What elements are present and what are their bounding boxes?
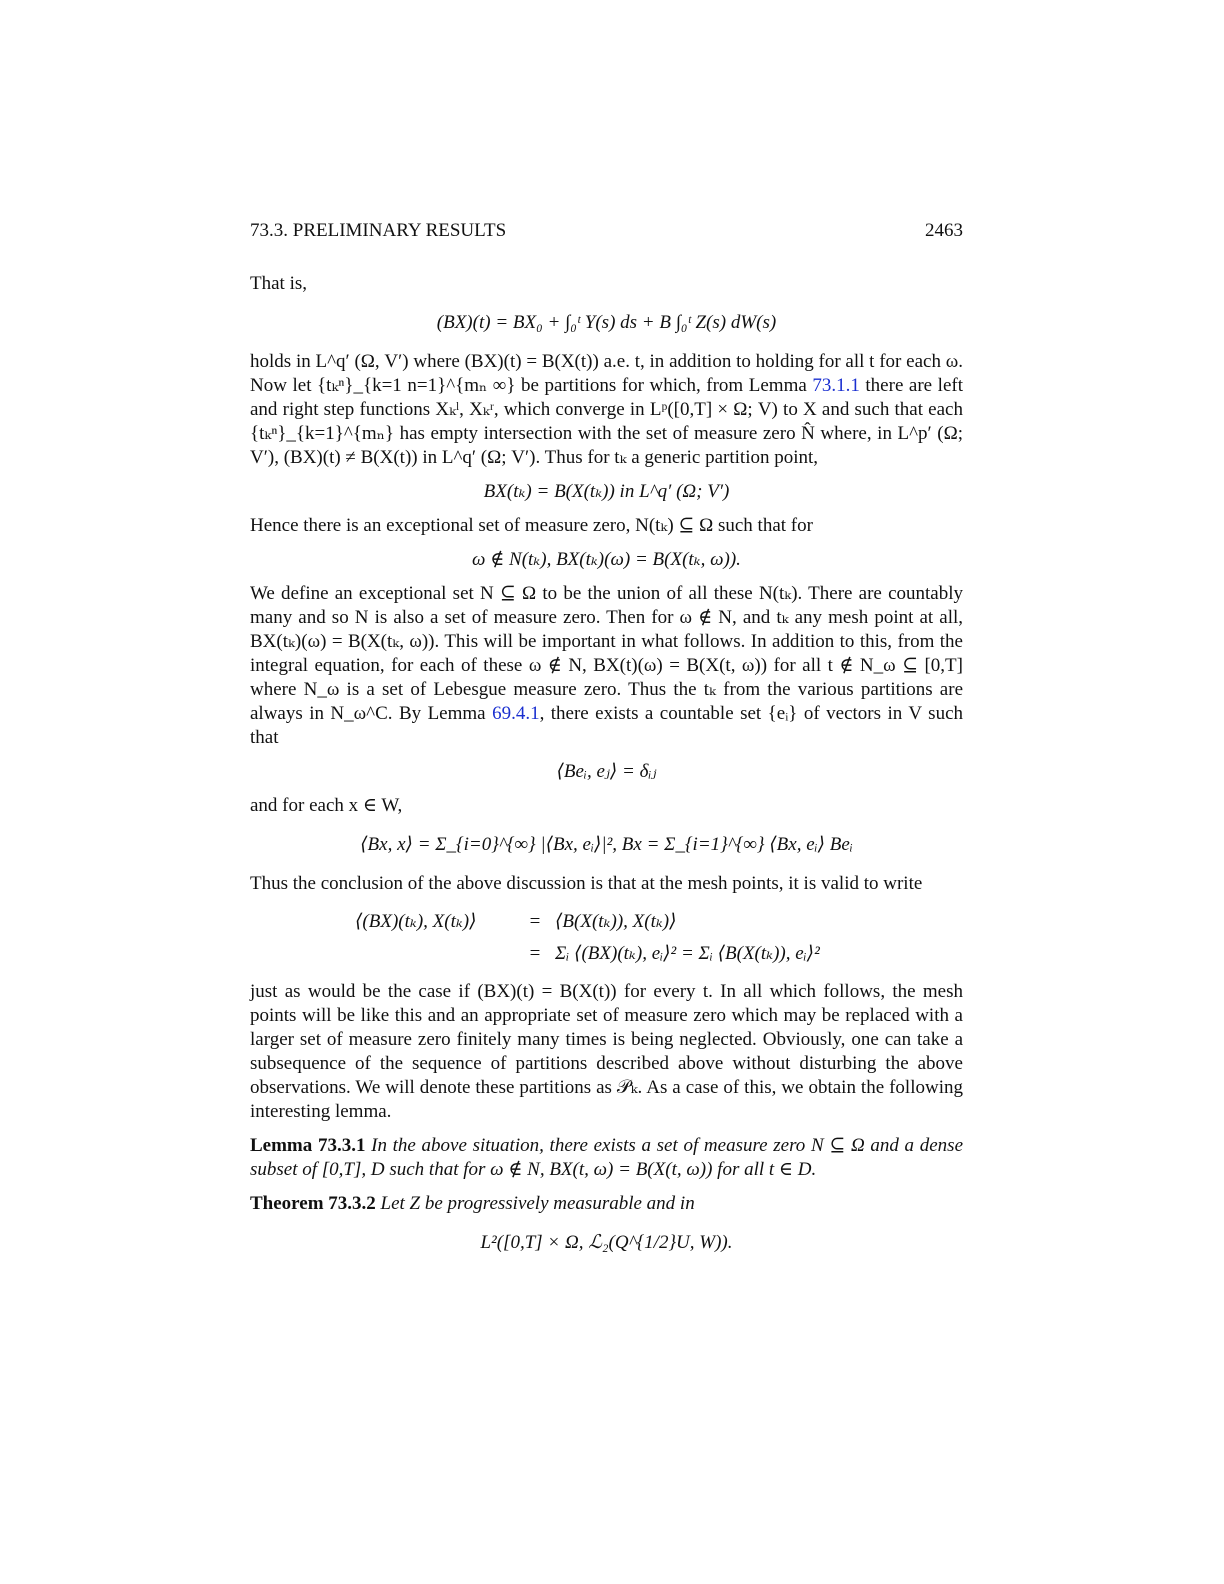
running-header xyxy=(250,220,963,242)
paragraph: holds in L^q′ (Ω, V′) where (BX)(t) = B(X(t)) a.e. t, in addition to holding for all t for each ω. Now let {tₖⁿ}_{k=1 n=1}^{mₙ ∞} be partitions for which, from Lemma 73.1.1 there are left and right step functions Xₖˡ, Xₖʳ, which converge in Lᵖ([0,T] × Ω; V) to X and such that each {tₖⁿ}_{k=1}^{mₙ} has empty intersection with the set of measure zero N̂ where, in L^p′ (Ω; V′), (BX)(t) ≠ B(X(t)) in L^q′ (Ω; V′). Thus for tₖ a generic partition point, xyxy=(250,351,963,468)
paragraph: just as would be the case if (BX)(t) = B(X(t)) for every t. In all which follows, the mesh points will be like this and an appropriate set of measure zero which may be replaced with a larger set of measure zero finitely many times is being neglected. Obviously, one can take a subsequence of the sequence of partitions described above without disturbing the above observations. We will denote these partitions as 𝒫ₖ. As a case of this, we obtain the following interesting lemma. xyxy=(250,981,963,1122)
equation-sum: ⟨Bx, x⟩ = Σ_{i=0}^{∞} |⟨Bx, eᵢ⟩|², Bx = Σ_{i=1}^{∞} ⟨Bx, eᵢ⟩ Beᵢ xyxy=(360,834,853,855)
paragraph: and for each x ∈ W, xyxy=(250,795,403,816)
equation-omega: ω ∉ N(tₖ), BX(tₖ)(ω) = B(X(tₖ, ω)). xyxy=(472,549,741,570)
theorem xyxy=(250,1192,963,1216)
paragraph: Hence there is an exceptional set of measure zero, N(tₖ) ⊆ Ω such that for xyxy=(250,515,813,536)
lemma-link[interactable]: 69.4.1 xyxy=(492,703,540,724)
lemma-link[interactable]: 73.1.1 xyxy=(812,375,860,396)
equation-l2: L²([0,T] × Ω, ℒ₂(Q^{1/2}U, W)). xyxy=(480,1232,733,1253)
lemma-statement: In the above situation, there exists a set of measure zero N ⊆ Ω and a dense subset of [0,T], D such that for ω ∉ N, BX(t, ω) = B(X(t, ω)) for all t ∈ D. xyxy=(250,1135,964,1180)
paragraph: That is, xyxy=(250,273,307,294)
page-number: 2463 xyxy=(925,220,963,241)
aligned-row: ⟨(BX)(tₖ), X(tₖ)⟩ = ⟨B(X(tₖ)), X(tₖ)⟩ xyxy=(355,911,677,932)
equation-delta: ⟨Beᵢ, eⱼ⟩ = δᵢⱼ xyxy=(556,761,657,782)
paragraph: Thus the conclusion of the above discussion is that at the mesh points, it is valid to write xyxy=(250,873,923,894)
lemma xyxy=(250,1134,963,1182)
equation-aligned xyxy=(355,906,963,970)
aligned-row: = Σᵢ ⟨(BX)(tₖ), eᵢ⟩² = Σᵢ ⟨B(X(tₖ)), eᵢ⟩² xyxy=(529,943,820,964)
lemma-label: Lemma 73.3.1 xyxy=(250,1135,366,1156)
theorem-statement: Let Z be progressively measurable and in xyxy=(380,1193,695,1214)
paragraph: We define an exceptional set N ⊆ Ω to be the union of all these N(tₖ). There are countably many and so N is also a set of measure zero. Then for ω ∉ N, and tₖ any mesh point at all, BX(tₖ)(ω) = B(X(tₖ, ω)). This will be important in what follows. In addition to this, from the integral equation, for each of these ω ∉ N, BX(t)(ω) = B(X(t, ω)) for all t ∉ N_ω ⊆ [0,T] where N_ω is a set of Lebesgue measure zero. Thus the tₖ from the various partitions are always in N_ω^C. By Lemma 69.4.1, there exists a countable set {eᵢ} of vectors in V such that xyxy=(250,583,964,748)
equation-bx-tk: BX(tₖ) = B(X(tₖ)) in L^q′ (Ω; V′) xyxy=(483,481,730,502)
page-body xyxy=(250,272,963,1270)
section-title: 73.3. PRELIMINARY RESULTS xyxy=(250,220,507,241)
theorem-label: Theorem 73.3.2 xyxy=(250,1193,376,1214)
equation-integral: (BX)(t) = BX₀ + ∫₀ᵗ Y(s) ds + B ∫₀ᵗ Z(s) dW(s) xyxy=(436,312,777,333)
